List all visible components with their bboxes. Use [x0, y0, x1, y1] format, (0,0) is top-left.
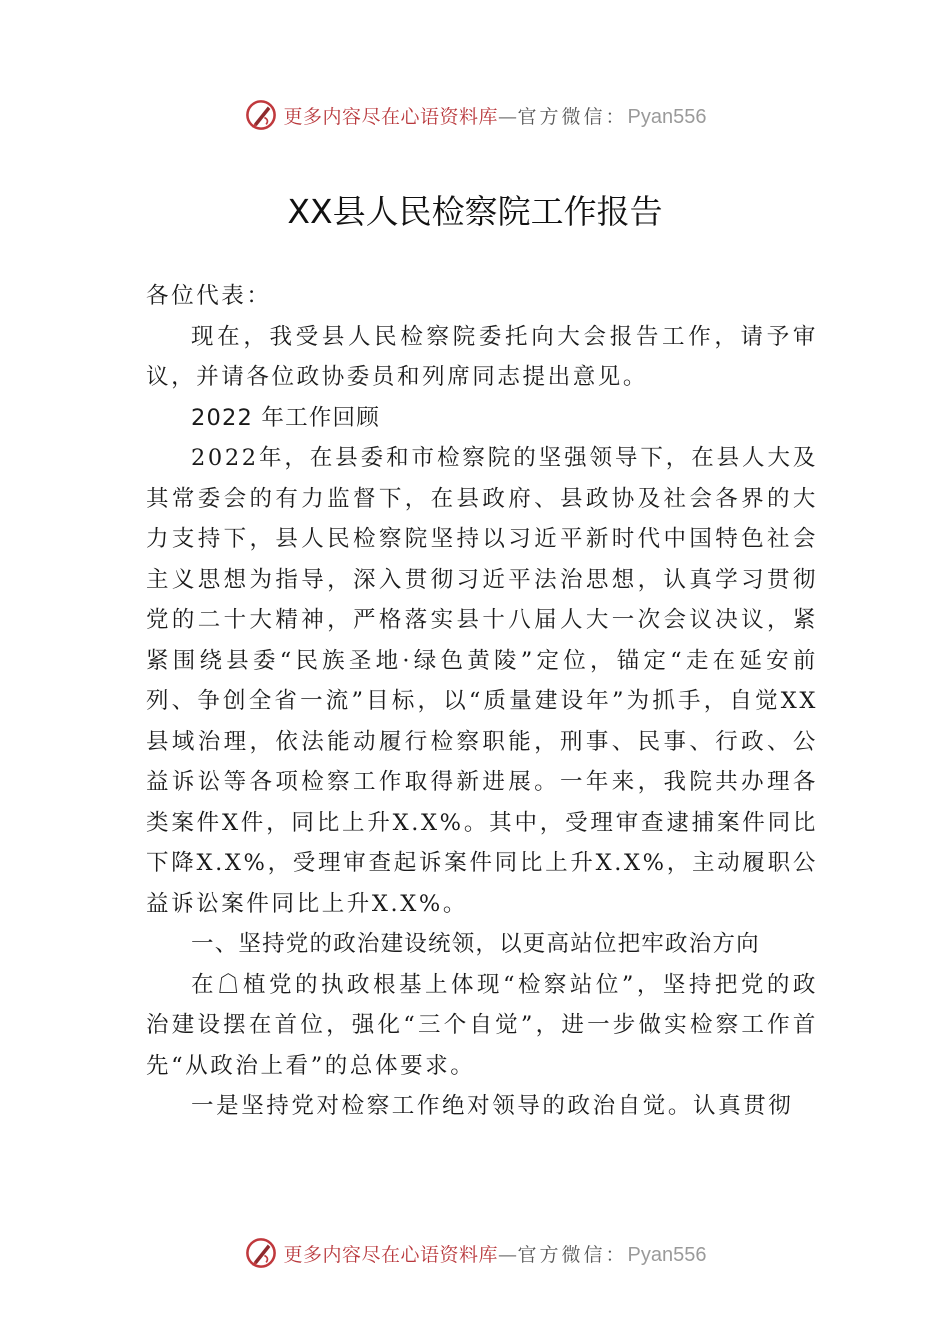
pen-logo-icon — [244, 98, 278, 132]
section-heading-review: 2022 年工作回顾 — [191, 404, 380, 431]
banner-main: 更多内容尽在心语资料库 — [283, 105, 499, 128]
footer-banner — [0, 1233, 950, 1273]
section-heading-one: 一、坚持党的政治建设统领，以更高站位把牢政治方向 — [191, 931, 760, 957]
banner-separator: — — [498, 105, 518, 128]
pen-logo-icon — [244, 1236, 278, 1270]
document-body — [146, 276, 818, 1127]
banner-text — [284, 1240, 707, 1267]
document-title: XX县人民检察院工作报告 — [287, 192, 663, 231]
header-banner — [0, 95, 950, 135]
banner-wechat-id: Pyan556 — [627, 1243, 707, 1266]
point-one-paragraph: 一是坚持党对检察工作绝对领导的政治自觉。认真贯彻 — [191, 1093, 794, 1119]
section-one-paragraph: 在☖植党的执政根基上体现“检察站位”，坚持把党的政治建设摆在首位，强化“三个自觉”，进一步做实检察工作首先“从政治上看”的总体要求。 — [146, 971, 818, 1079]
banner-text — [284, 102, 707, 129]
salutation: 各位代表： — [146, 283, 272, 309]
banner-separator: — — [498, 1243, 518, 1266]
banner-wechat-id: Pyan556 — [627, 105, 707, 128]
banner-wechat-label: 官方微信： — [517, 1243, 628, 1266]
intro-paragraph: 现在，我受县人民检察院委托向大会报告工作，请予审议，并请各位政协委员和列席同志提出意见。 — [146, 323, 818, 390]
banner-main: 更多内容尽在心语资料库 — [283, 1243, 499, 1266]
review-paragraph: 2022年，在县委和市检察院的坚强领导下，在县人大及其常委会的有力监督下，在县政府、县政协及社会各界的大力支持下，县人民检察院坚持以习近平新时代中国特色社会主义思想为指导，深入贯彻习近平法治思想，认真学习贯彻党的二十大精神，严格落实县十八届人大一次会议决议，紧紧围绕县委“民族圣地·绿色黄陵”定位，锚定“走在延安前列、争创全省一流”目标，以“质量建设年”为抓手，自觉XX县域治理，依法能动履行检察职能，刑事、民事、行政、公益诉讼等各项检察工作取得新进展。一年来，我院共办理各类案件X件，同比上升X.X%。其中，受理审查逮捕案件同比下降X.X%，受理审查起诉案件同比上升X.X%，主动履职公益诉讼案件同比上升X.X%。 — [146, 445, 818, 917]
banner-wechat-label: 官方微信： — [517, 105, 628, 128]
